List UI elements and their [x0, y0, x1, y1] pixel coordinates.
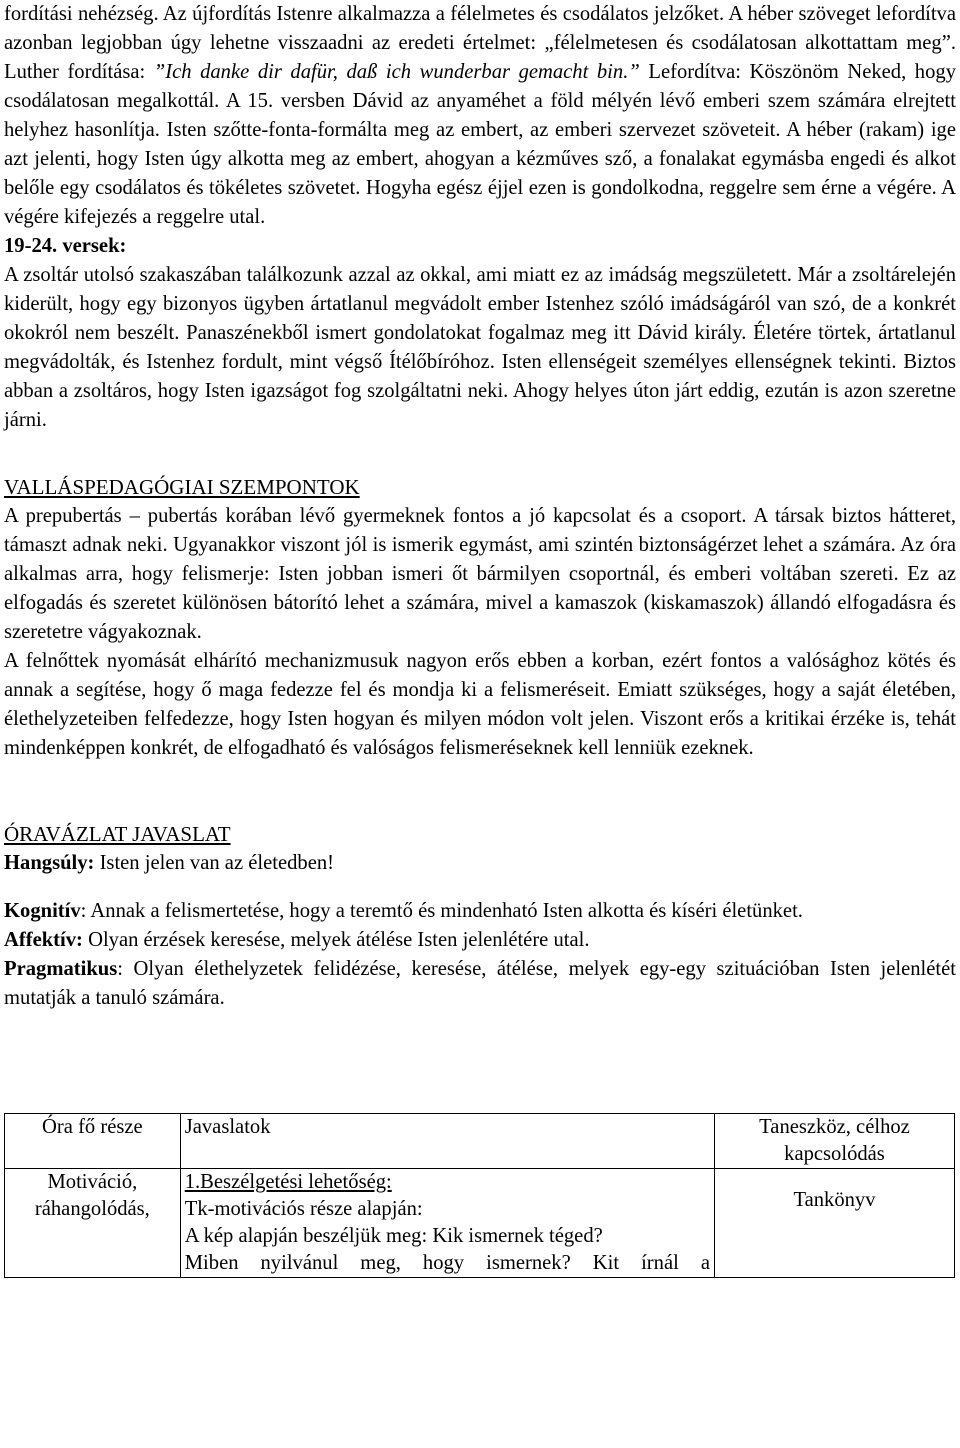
cognitive-text: : Annak a felismertetése, hogy a teremtő és mindenható Isten alkotta és kíséri életünket. [80, 900, 803, 922]
pragmatic-text: : Olyan élethelyzetek felidézése, keresése, átélése, melyek egy-egy szituációban Isten jelenlétét mutatják a tanuló számára. [4, 958, 956, 1009]
outline-pragmatic [4, 955, 956, 1013]
pragmatic-label: Pragmatikus [4, 958, 118, 980]
row1-tool-textbook: Tankönyv [793, 1189, 876, 1211]
outline-affective [4, 926, 956, 955]
emphasis-label: Hangsúly: [4, 852, 95, 874]
table-header-row [5, 1114, 955, 1169]
paragraph-translation [4, 0, 956, 232]
row1-line1: 1.Beszélgetési lehetőség: [184, 1171, 392, 1193]
header-lesson-part: Óra fő része [5, 1114, 181, 1169]
row1-tools [714, 1169, 954, 1278]
affective-label: Affektív: [4, 929, 83, 951]
cognitive-label: Kognitív [4, 900, 81, 922]
outline-cognitive [4, 897, 956, 926]
text-run: fordítási nehézség. Az újfordítás Istenre alkalmazza a félelmetes és csodálatos jelzőket. A héber szöveget lefordítva azonban legjobban úgy lehetne visszaadni az eredeti értelmet: „félelmetesen és csodálatosan alkottattam meg”. Luther fordítása: [4, 3, 956, 83]
header-tools: Taneszköz, célhoz kapcsolódás [714, 1114, 954, 1169]
document-page [4, 0, 956, 1278]
lesson-plan-table [4, 1113, 955, 1278]
affective-text: Olyan érzések keresése, melyek átélése Isten jelenlétére utal. [82, 929, 590, 951]
text-run: Lefordítva: Köszönöm Neked, hogy csodálatosan megalkottál. A 15. versben Dávid az anyaméhet a föld mélyén lévő emberi szem számára elrejtett helyhez hasonlítja. Isten szőtte-fonta-formálta meg az embert, az emberi szervezet szöveteit. A héber (rakam) ige azt jelenti, hogy Isten úgy alkotta meg az embert, ahogyan a kézműves sző, a fonalakat egymásba engedi és alkot belőle egy csodálatos és tökéletes szövetet. Hogyha egész éjjel ezen is gondolkodna, reggelre sem érne a végére. A végére kifejezés a reggelre utal. [4, 61, 956, 228]
verses-text: A zsoltár utolsó szakaszában találkozunk azzal az okkal, ami miatt ez az imádság megszületett. Már a zsoltárelején kiderült, hogy egy bizonyos ügyben ártatlanul megvádolt ember Istenhez szóló imádságáról van szó, de a konkrét okokról nem beszélt. Panaszénekből ismert gondolatokat fogalmaz meg itt Dávid király. Életére törtek, ártatlanul megvádolták, és Istenhez fordult, mint végső Ítélőbíróhoz. Isten ellenségeit személyes ellenségnek tekinti. Biztos abban a zsoltáros, hogy Isten igazságot fog szolgáltatni neki. Ahogy helyes úton járt eddig, ezután is azon szeretne járni. [4, 264, 956, 431]
pedagogy-title: VALLÁSPEDAGÓGIAI SZEMPONTOK [4, 475, 360, 499]
row1-line4: Miben nyilvánul meg, hogy ismernek? Kit írnál a [184, 1252, 710, 1274]
emphasis-text: Isten jelen van az életedben! [94, 852, 334, 874]
outline-emphasis [4, 849, 956, 878]
luther-quote: ”Ich danke dir dafür, daß ich wunderbar gemacht bin.” [153, 61, 640, 83]
row1-suggestions [180, 1169, 714, 1278]
pedagogy-paragraph-2: A felnőttek nyomását elhárító mechanizmusuk nagyon erős ebben a korban, ezért fontos a valósághoz kötés és annak a segítése, hogy ő maga fedezze fel és mondja ki a felismeréseit. Emiatt szükséges, hogy a saját életében, élethelyzeteiben felfedezze, hogy Isten hogyan és milyen módon volt jelen. Viszont erős a kritikai érzéke is, tehát mindenképpen konkrét, de elfogadható és valóságos felismeréseknek kell lenniük ezeknek. [4, 650, 956, 759]
pedagogy-paragraph-1: A prepubertás – pubertás korában lévő gyermeknek fontos a jó kapcsolat és a csoport. A társak biztos hátteret, támaszt adnak neki. Ugyanakkor viszont jól is ismerik egymást, ami szintén biztonságérzet lehet a számára. Az óra alkalmas arra, hogy felismerje: Isten jobban ismeri őt bármilyen csoportnál, és emberi voltában szereti. Ez az elfogadás és szeretet különösen bátorító lehet a számára, mivel a kamaszok (kiskamaszok) állandó elfogadásra és szeretetre vágyakoznak. [4, 505, 956, 643]
verses-heading: 19-24. versek: [4, 235, 127, 257]
row1-line3: A kép alapján beszéljük meg: Kik ismernek téged? [184, 1225, 603, 1247]
row1-lesson-part: Motiváció, ráhangolódás, [5, 1169, 181, 1278]
paragraph-verses [4, 232, 956, 435]
row1-line2: Tk-motivációs része alapján: [184, 1198, 423, 1220]
header-suggestions: Javaslatok [180, 1114, 714, 1169]
outline-title: ÓRAVÁZLAT JAVASLAT [4, 822, 231, 846]
table-row [5, 1169, 955, 1278]
